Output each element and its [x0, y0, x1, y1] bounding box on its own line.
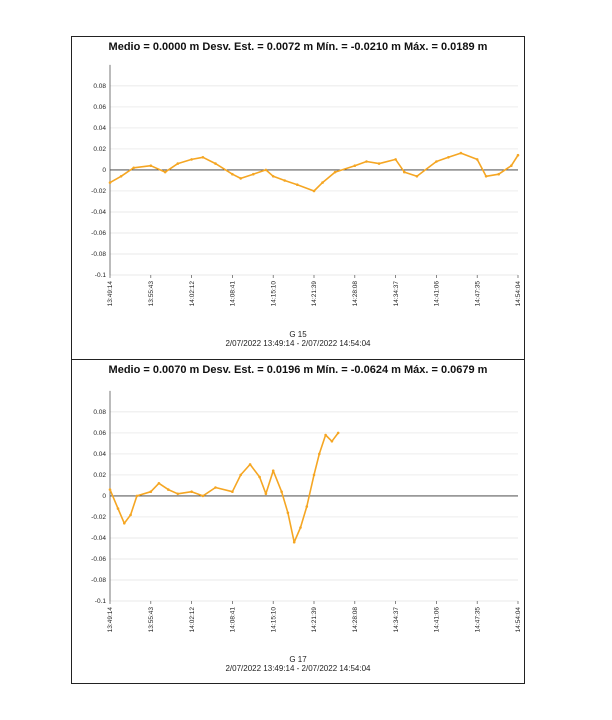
x-tick-label: 14:02:12 — [188, 607, 196, 633]
x-tick-label: 14:08:41 — [229, 281, 237, 307]
y-tick-label: -0.06 — [91, 556, 106, 564]
data-point — [177, 493, 180, 496]
y-tick-label: -0.1 — [94, 598, 106, 606]
y-tick-label: 0.08 — [93, 409, 106, 417]
data-point — [123, 522, 126, 525]
chart-g15 — [72, 37, 524, 329]
x-tick-label: 14:28:08 — [352, 607, 359, 633]
data-point — [214, 486, 217, 489]
series-line — [110, 153, 518, 191]
data-point — [190, 490, 193, 493]
stats-title: Medio = 0.0070 m Desv. Est. = 0.0196 m Mín. = -0.0624 m Máx. = 0.0679 m — [108, 364, 488, 376]
x-tick-label: 14:21:39 — [311, 281, 319, 307]
y-tick-label: 0 — [102, 493, 106, 501]
data-point — [331, 440, 334, 443]
data-point — [117, 507, 120, 510]
data-point — [354, 164, 357, 167]
data-point — [249, 463, 252, 466]
data-point — [318, 453, 321, 456]
x-tick-label: 13:49:14 — [107, 281, 115, 307]
data-point — [378, 162, 381, 165]
data-point — [313, 474, 316, 477]
data-point — [299, 526, 302, 529]
data-point — [296, 183, 299, 186]
chart-panel-g17 — [72, 359, 524, 684]
data-point — [202, 495, 205, 498]
date-range-label: 2/07/2022 13:49:14 - 2/07/2022 14:54:04 — [225, 664, 371, 673]
x-tick-label: 13:55:43 — [148, 281, 155, 307]
data-point — [416, 175, 419, 178]
data-point — [132, 167, 135, 170]
y-tick-label: -0.08 — [91, 251, 106, 259]
data-point — [109, 181, 112, 184]
data-point — [120, 175, 123, 178]
y-tick-label: 0.02 — [93, 146, 106, 154]
data-point — [497, 173, 500, 176]
y-tick-label: 0.08 — [93, 83, 106, 91]
satellite-label: G 17 — [289, 655, 307, 664]
series-line — [110, 433, 338, 542]
data-point — [485, 175, 488, 178]
data-point — [177, 162, 180, 165]
y-tick-label: -0.02 — [91, 514, 106, 522]
x-tick-label: 14:15:10 — [270, 281, 278, 307]
chart-g17 — [72, 360, 524, 654]
data-point — [287, 512, 290, 515]
data-point — [337, 432, 340, 435]
data-point — [460, 152, 463, 155]
data-point — [109, 488, 112, 491]
satellite-label: G 15 — [289, 330, 307, 339]
y-tick-label: 0.02 — [93, 472, 106, 480]
data-point — [136, 495, 139, 498]
y-tick-label: -0.06 — [91, 230, 106, 238]
data-point — [272, 175, 275, 178]
data-point — [306, 505, 309, 508]
x-tick-label: 13:49:14 — [107, 607, 115, 633]
data-point — [214, 162, 217, 165]
data-point — [517, 154, 520, 157]
data-point — [476, 158, 479, 161]
data-point — [150, 164, 153, 167]
data-point — [321, 181, 324, 184]
x-tick-label: 14:02:12 — [188, 281, 196, 307]
x-tick-label: 14:21:39 — [311, 607, 319, 633]
x-tick-label: 14:47:35 — [474, 281, 482, 307]
data-point — [334, 171, 337, 174]
y-tick-label: -0.04 — [91, 535, 106, 543]
data-point — [231, 173, 234, 176]
data-point — [258, 476, 261, 479]
data-point — [293, 541, 296, 544]
data-point — [365, 160, 368, 163]
stats-title: Medio = 0.0000 m Desv. Est. = 0.0072 m Mín. = -0.0210 m Máx. = 0.0189 m — [108, 41, 488, 53]
x-tick-label: 13:55:43 — [148, 607, 155, 633]
x-tick-label: 14:34:37 — [392, 607, 400, 633]
data-point — [272, 469, 275, 472]
x-tick-label: 14:54:04 — [515, 281, 523, 307]
data-point — [252, 173, 255, 176]
data-point — [403, 171, 406, 174]
x-tick-label: 14:54:04 — [515, 607, 523, 633]
x-tick-label: 14:15:10 — [270, 607, 278, 633]
y-tick-label: 0.06 — [93, 104, 106, 112]
data-point — [265, 493, 268, 496]
data-point — [202, 156, 205, 159]
data-point — [283, 179, 286, 182]
data-point — [280, 490, 283, 493]
chart-panel-g15 — [72, 37, 524, 359]
x-tick-label: 14:34:37 — [392, 281, 400, 307]
data-point — [447, 156, 450, 159]
x-tick-label: 14:47:35 — [474, 607, 482, 633]
data-point — [265, 169, 268, 172]
data-point — [158, 482, 161, 485]
data-point — [510, 164, 513, 167]
data-point — [190, 158, 193, 161]
data-point — [150, 490, 153, 493]
y-tick-label: 0.04 — [93, 125, 106, 133]
y-tick-label: -0.04 — [91, 209, 106, 217]
data-point — [313, 190, 316, 193]
y-tick-label: -0.1 — [94, 272, 106, 280]
data-point — [324, 434, 327, 437]
data-point — [129, 514, 132, 517]
x-tick-label: 14:08:41 — [229, 607, 237, 633]
date-range-label: 2/07/2022 13:49:14 - 2/07/2022 14:54:04 — [225, 339, 371, 348]
y-tick-label: 0.04 — [93, 451, 106, 459]
data-point — [394, 158, 397, 161]
report-frame — [71, 36, 525, 684]
y-tick-label: 0.06 — [93, 430, 106, 438]
y-tick-label: -0.08 — [91, 577, 106, 585]
data-point — [164, 171, 167, 174]
y-tick-label: -0.02 — [91, 188, 106, 196]
y-tick-label: 0 — [102, 167, 106, 175]
data-point — [239, 474, 242, 477]
data-point — [239, 177, 242, 180]
x-tick-label: 14:28:08 — [352, 281, 359, 307]
x-tick-label: 14:41:06 — [433, 281, 441, 307]
data-point — [231, 490, 234, 493]
data-point — [435, 160, 438, 163]
x-tick-label: 14:41:06 — [433, 607, 441, 633]
data-point — [167, 488, 170, 491]
